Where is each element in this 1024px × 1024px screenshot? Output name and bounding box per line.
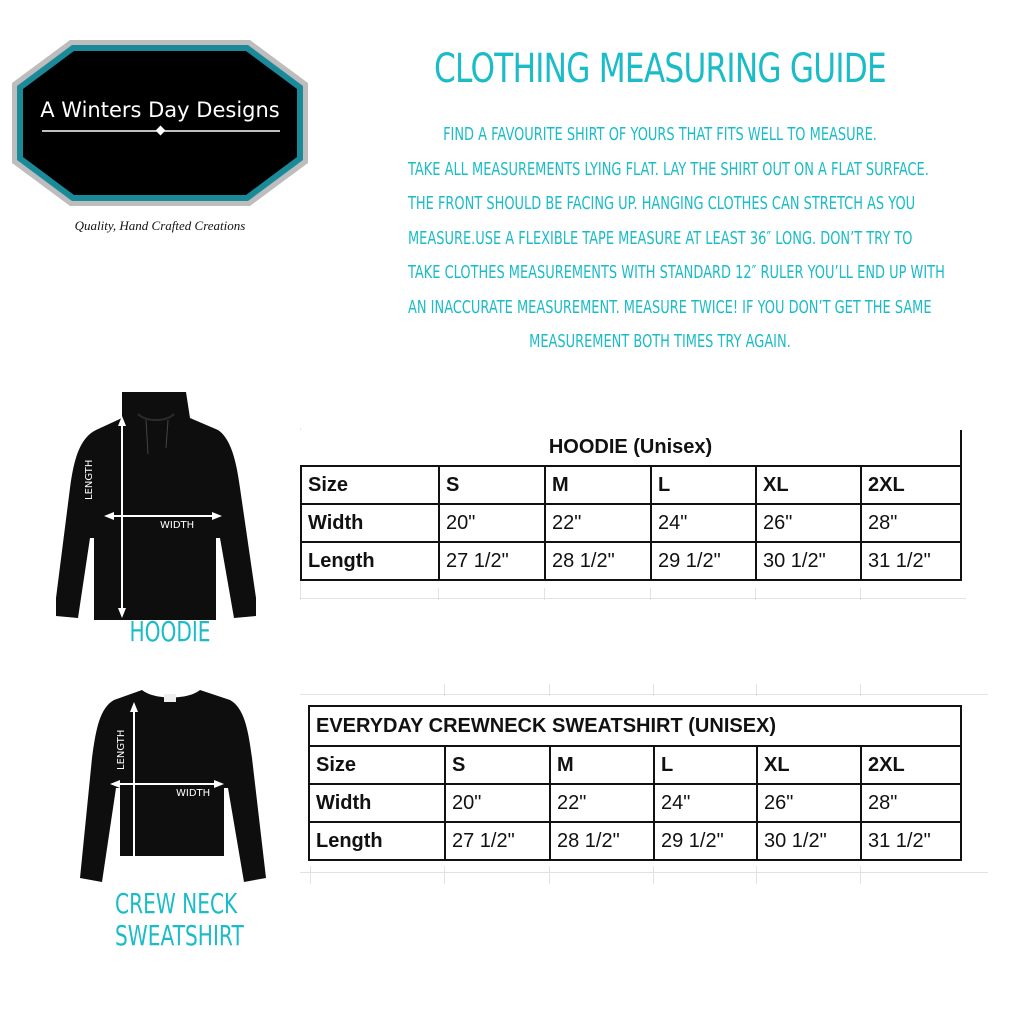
hoodie-icon bbox=[50, 388, 264, 628]
table-cell: 28" bbox=[861, 784, 961, 822]
header-cell: L bbox=[651, 466, 756, 504]
row-label: Width bbox=[309, 784, 445, 822]
instruction-line: THE FRONT SHOULD BE FACING UP. HANGING CLOTHES CAN STRETCH AS YOU bbox=[408, 193, 916, 214]
header-cell: S bbox=[445, 746, 550, 784]
crewneck-label-line1: CREW NECK bbox=[115, 887, 238, 920]
table-row bbox=[301, 542, 961, 580]
instruction-line: MEASUREMENT BOTH TIMES TRY AGAIN. bbox=[529, 331, 791, 352]
header-cell: M bbox=[545, 466, 651, 504]
width-label: WIDTH bbox=[176, 788, 211, 799]
header-cell: M bbox=[550, 746, 654, 784]
table-cell: 28 1/2" bbox=[545, 542, 651, 580]
table-cell: 30 1/2" bbox=[757, 822, 861, 860]
row-label: Length bbox=[309, 822, 445, 860]
guide-instructions bbox=[310, 118, 1010, 360]
logo-badge-icon bbox=[10, 38, 310, 208]
hoodie-illustration bbox=[50, 388, 264, 628]
table-cell: 31 1/2" bbox=[861, 542, 961, 580]
header-cell: 2XL bbox=[861, 746, 961, 784]
header-cell: 2XL bbox=[861, 466, 961, 504]
instruction-line: TAKE ALL MEASUREMENTS LYING FLAT. LAY THE SHIRT OUT ON A FLAT SURFACE. bbox=[408, 158, 929, 180]
table-cell: 28" bbox=[861, 504, 961, 542]
page-title: CLOTHING MEASURING GUIDE bbox=[434, 46, 886, 92]
table-cell: 22" bbox=[545, 504, 651, 542]
table-cell: 26" bbox=[757, 784, 861, 822]
instruction-line: AN INACCURATE MEASUREMENT. MEASURE TWICE! IF YOU DON’T GET THE SAME bbox=[408, 296, 932, 318]
table-cell: 22" bbox=[550, 784, 654, 822]
length-label: LENGTH bbox=[84, 459, 95, 500]
length-label: LENGTH bbox=[116, 729, 127, 770]
table-cell: 30 1/2" bbox=[756, 542, 861, 580]
crewneck-icon bbox=[72, 688, 272, 888]
table-cell: 26" bbox=[756, 504, 861, 542]
brand-logo bbox=[10, 38, 310, 208]
crewneck-size-table bbox=[308, 705, 962, 861]
header-cell: XL bbox=[756, 466, 861, 504]
table-cell: 20" bbox=[445, 784, 550, 822]
table-cell: 29 1/2" bbox=[651, 542, 756, 580]
table-cell: 24" bbox=[651, 504, 756, 542]
header-cell: XL bbox=[757, 746, 861, 784]
table-row bbox=[309, 784, 961, 822]
table-cell: 31 1/2" bbox=[861, 822, 961, 860]
brand-tagline: Quality, Hand Crafted Creations bbox=[74, 218, 246, 233]
crewneck-label-line2: SWEATSHIRT bbox=[115, 919, 244, 952]
crewneck-illustration bbox=[72, 688, 272, 888]
instruction-line: FIND A FAVOURITE SHIRT OF YOURS THAT FITS WELL TO MEASURE. bbox=[443, 124, 877, 145]
row-label: Width bbox=[301, 504, 439, 542]
table-title: HOODIE (Unisex) bbox=[301, 430, 961, 466]
table-cell: 28 1/2" bbox=[550, 822, 654, 860]
table-cell: 29 1/2" bbox=[654, 822, 757, 860]
instruction-line: MEASURE.USE A FLEXIBLE TAPE MEASURE AT LEAST 36″ LONG. DON’T TRY TO bbox=[408, 227, 913, 249]
instruction-line: TAKE CLOTHES MEASUREMENTS WITH STANDARD 12″ RULER YOU’LL END UP WITH bbox=[408, 262, 945, 283]
table-cell: 27 1/2" bbox=[445, 822, 550, 860]
header-cell: L bbox=[654, 746, 757, 784]
table-cell: 24" bbox=[654, 784, 757, 822]
hoodie-label: HOODIE bbox=[129, 615, 211, 648]
table-cell: 27 1/2" bbox=[439, 542, 545, 580]
header-cell: Size bbox=[301, 466, 439, 504]
table-row bbox=[309, 822, 961, 860]
header-cell: S bbox=[439, 466, 545, 504]
table-header-row bbox=[301, 466, 961, 504]
header-cell: Size bbox=[309, 746, 445, 784]
table-row bbox=[301, 504, 961, 542]
brand-name: A Winters Day Designs bbox=[40, 98, 280, 122]
hoodie-size-table bbox=[300, 430, 962, 581]
table-header-row bbox=[309, 746, 961, 784]
row-label: Length bbox=[301, 542, 439, 580]
table-cell: 20" bbox=[439, 504, 545, 542]
table-title: EVERYDAY CREWNECK SWEATSHIRT (UNISEX) bbox=[309, 706, 961, 746]
width-label: WIDTH bbox=[160, 520, 195, 531]
